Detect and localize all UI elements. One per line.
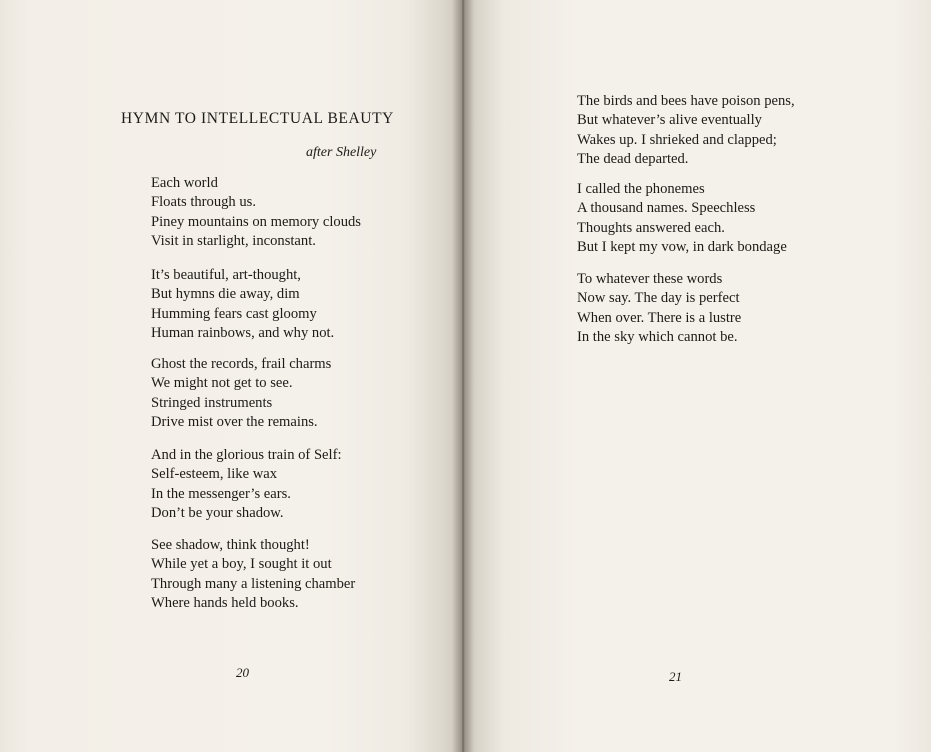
stanza-3 — [151, 355, 331, 432]
poem-line: Wakes up. I shrieked and clapped; — [577, 131, 777, 148]
stanza-6 — [577, 92, 795, 169]
poem-line: But hymns die away, dim — [151, 286, 300, 303]
poem-line: In the sky which cannot be. — [577, 328, 738, 345]
poem-line: It’s beautiful, art-thought, — [151, 267, 301, 283]
poem-line: Drive mist over the remains. — [151, 413, 318, 430]
poem-line: But I kept my vow, in dark bondage — [577, 238, 787, 255]
stanza-2 — [151, 266, 334, 343]
page-number-right: 21 — [669, 669, 682, 684]
poem-line: And in the glorious train of Self: — [151, 447, 342, 463]
poem-line: Now say. The day is perfect — [577, 290, 740, 307]
poem-dedication: after Shelley — [306, 145, 377, 160]
poem-line: Each world — [151, 175, 218, 191]
poem-line: Visit in starlight, inconstant. — [151, 232, 316, 249]
poem-line: Ghost the records, frail charms — [151, 356, 332, 372]
stanza-5 — [151, 536, 355, 613]
poem-line: Through many a listening chamber — [151, 575, 356, 592]
stanza-4 — [151, 446, 342, 523]
poem-title: HYMN TO INTELLECTUAL BEAUTY — [121, 110, 394, 127]
poem-line: Thoughts answered each. — [577, 219, 725, 236]
left-page — [0, 0, 462, 752]
poem-line: The birds and bees have poison pens, — [577, 93, 795, 109]
poem-line: A thousand names. Speechless — [577, 200, 756, 217]
stanza-8 — [577, 270, 741, 347]
stanza-1 — [151, 174, 361, 251]
page-number-left: 20 — [236, 665, 249, 680]
poem-line: While yet a boy, I sought it out — [151, 556, 332, 573]
poem-line: Floats through us. — [151, 194, 256, 211]
poem-line: To whatever these words — [577, 271, 723, 287]
poem-line: Piney mountains on memory clouds — [151, 213, 361, 230]
poem-line: Where hands held books. — [151, 594, 299, 611]
poem-line: Self-esteem, like wax — [151, 466, 278, 483]
poem-line: Humming fears cast gloomy — [151, 305, 317, 322]
poem-line: We might not get to see. — [151, 375, 293, 392]
poem-line: See shadow, think thought! — [151, 537, 310, 553]
poem-line: In the messenger’s ears. — [151, 485, 291, 502]
poem-line: I called the phonemes — [577, 181, 705, 197]
poem-line: Stringed instruments — [151, 394, 273, 411]
poem-line: Human rainbows, and why not. — [151, 324, 335, 341]
poem-line: Don’t be your shadow. — [151, 504, 284, 521]
poem-line: But whatever’s alive eventually — [577, 112, 762, 129]
poem-line: The dead departed. — [577, 150, 689, 167]
right-page — [462, 0, 931, 752]
poem-line: When over. There is a lustre — [577, 309, 742, 326]
stanza-7 — [577, 180, 787, 257]
